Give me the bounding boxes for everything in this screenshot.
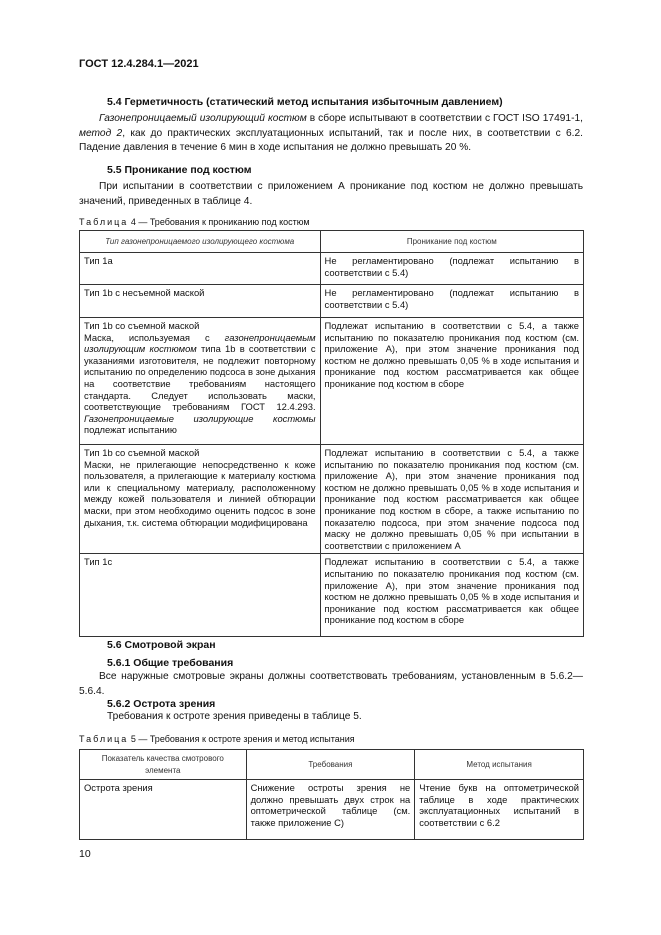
table-cell-type: [80, 445, 321, 554]
table-5-header-indicator: Показатель качества смотрового элемента: [80, 750, 247, 780]
table-cell-req: Подлежат испытанию в соответствии с 5.4, а также испытанию по показателю проникания под костюм (см. приложение А), при этом значение проникания под костюм не должно превышать 0,05 % в ходе испытания и проникание под костюм рассматривается как общее проникание под костюм в сборе, а также испытанию по показателю подсоса, при этом значение подсоса под маску не должно превышать 0,05 % при испытании в соответствии с приложением А: [320, 445, 583, 554]
table-row: [80, 780, 584, 840]
table-cell-req: Снижение остроты зрения не должно превышать двух строк на оптометрической таблице (см. также приложение С): [246, 780, 415, 840]
table-cell-req: Подлежат испытанию в соответствии с 5.4, а также испытанию по показателю проникания под костюм (см. приложение А), при этом значение проникания под костюм не должно превышать 0,05 % в ходе испытания и проникание под костюм рассматривается как общее проникание под костюм в сборе: [320, 554, 583, 637]
table-4: [79, 230, 584, 637]
table-5-caption: [79, 734, 355, 744]
cell-title: Тип 1b со съемной маской: [84, 447, 200, 458]
cell-text-b: типа 1b в соответствии с указаниями изготовителя, не подлежит повторному испытанию по определению подсоса в зоне дыхания на соответствие требованиям настоящего стандарта. Следует использовать маски, соответствующие требованиям ГОСТ 12.4.293.: [84, 343, 316, 413]
table-5: [79, 749, 584, 840]
table-row: [80, 285, 584, 318]
s54-text-2: , как до практических эксплуатационных испытаний, так и после них, в соответствии с 6.2. Падение давления в течение 6 мин в ходе испытания не должно превышать 20 %.: [79, 127, 584, 153]
section-5-5-body: [79, 180, 583, 209]
table-cell-type: Тип 1а: [80, 253, 321, 285]
table-row: [80, 253, 584, 285]
table-row: [80, 318, 584, 445]
table-cell-req: Не регламентировано (подлежат испытанию в соответствии с 5.4): [320, 253, 583, 285]
table-cell-type: [80, 318, 321, 445]
page-number: 10: [79, 848, 91, 860]
section-5-5-heading: 5.5 Проникание под костюм: [107, 164, 252, 176]
table-5-caption-label: Таблица: [79, 734, 129, 744]
section-5-6-1-body: [79, 670, 583, 699]
table-cell-req: Подлежат испытанию в соответствии с 5.4, а также испытанию по показателю проникания под костюм (см. приложение А), при этом значение проникания под костюм не должно превышать 0,05 % в ходе испытания и проникание под костюм рассматривается как общее проникание под костюм в сборе: [320, 318, 583, 445]
table-cell-type: Тип 1с: [80, 554, 321, 637]
cell-text-a: Маска, используемая с: [84, 331, 225, 343]
table-5-header-req: Требования: [246, 750, 415, 780]
table-row: [80, 445, 584, 554]
table-cell-indicator: Острота зрения: [80, 780, 247, 840]
cell-title: Тип 1b со съемной маской: [84, 320, 200, 331]
table-4-header-req: Проникание под костюм: [320, 231, 583, 253]
table-row: [80, 554, 584, 637]
s55-text: При испытании в соответствии с приложением А проникание под костюм не должно превышать значений, приведенных в таблице 4.: [79, 181, 583, 207]
section-5-4-heading: 5.4 Герметичность (статический метод испытания избыточным давлением): [107, 96, 503, 108]
section-5-6-2-body: Требования к остроте зрения приведены в таблице 5.: [107, 711, 362, 722]
section-5-6-heading: 5.6 Смотровой экран: [107, 639, 216, 651]
s561-text: Все наружные смотровые экраны должны соответствовать требованиям, установленным в 5.6.2—5.6.4.: [79, 671, 583, 697]
s54-italic-2: метод 2: [79, 127, 123, 139]
table-4-header-type: Тип газонепроницаемого изолирующего костюма: [80, 231, 321, 253]
table-cell-req: Не регламентировано (подлежат испытанию в соответствии с 5.4): [320, 285, 583, 318]
table-4-caption-text: 4 — Требования к прониканию под костюм: [130, 217, 310, 227]
table-4-caption: [79, 217, 310, 227]
section-5-6-1-heading: 5.6.1 Общие требования: [107, 657, 234, 669]
cell-italic-a: газонепроницаемым изолирующим костюмом: [84, 331, 316, 355]
table-cell-type: Тип 1b с несъемной маской: [80, 285, 321, 318]
table-5-header-method: Метод испытания: [415, 750, 584, 780]
s54-italic-1: Газонепроницаемый изолирующий костюм: [99, 113, 307, 124]
cell-italic-b: Газонепроницаемые изолирующие костюмы: [84, 412, 316, 424]
section-5-4-body: [79, 112, 583, 156]
table-4-caption-label: Таблица: [79, 217, 129, 227]
s54-text-1: в сборе испытывают в соответствии с ГОСТ ISO 17491-1,: [306, 113, 583, 124]
document-header: ГОСТ 12.4.284.1—2021: [79, 58, 199, 70]
table-cell-method: Чтение букв на оптометрической таблице в ходе практических эксплуатационных испытаний в соответствии с 6.2: [415, 780, 584, 840]
cell-text-c: подлежат испытанию: [84, 424, 177, 436]
section-5-6-2-heading: 5.6.2 Острота зрения: [107, 698, 216, 710]
cell-text-a: Маски, не прилегающие непосредственно к коже пользователя, а прилегающие к материалу костюма или к специальному материалу, расположенному между кожей пользователя и линией обтюрации маски, при этом необходимо оценить подсос в зоне дыхания, т.к. система обтюрации модифицирована: [84, 458, 316, 528]
table-5-caption-text: 5 — Требования к остроте зрения и метод испытания: [130, 734, 355, 744]
